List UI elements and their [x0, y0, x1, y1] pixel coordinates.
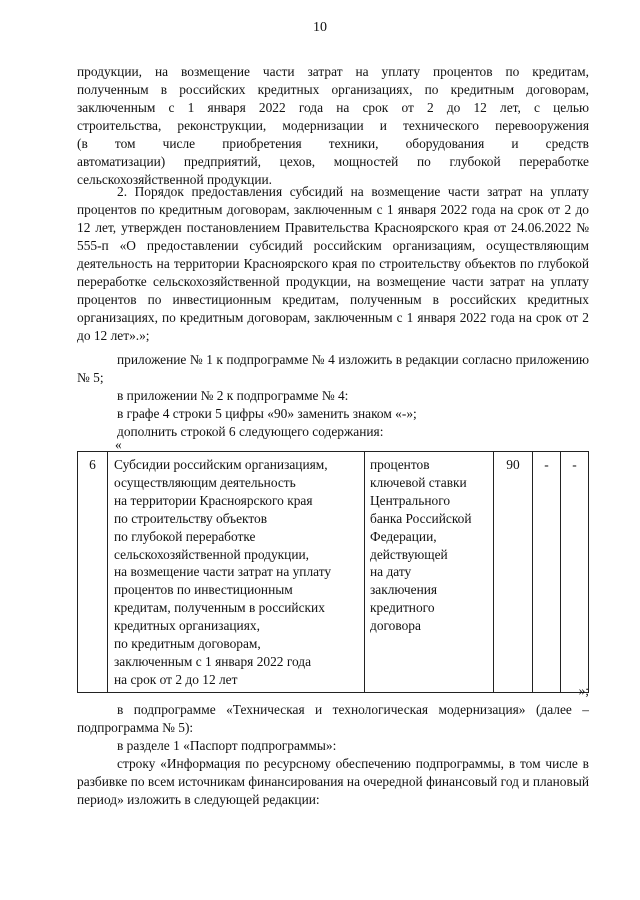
cell-line: процентов: [370, 457, 430, 472]
cell-line: договора: [370, 618, 421, 634]
cell-line: на возмещение части затрат на уплату: [114, 564, 332, 580]
paragraph-7: в подпрограмме «Техническая и технологическая модернизация» (далее – подпрограмма № 5):: [77, 702, 589, 735]
line-8: в разделе 1 «Паспорт подпрограммы»:: [117, 738, 337, 753]
paragraph-procedure: [77, 183, 589, 345]
cell-line: банка Российской: [370, 510, 472, 526]
paragraph-3: приложение № 1 к подпрограмме № 4 изложить в редакции согласно приложению № 5;: [77, 352, 589, 385]
dash-cell: -: [561, 452, 589, 693]
cell-line: процентов по инвестиционным: [114, 582, 293, 598]
measure-name-cell: [108, 452, 365, 693]
row-number: 6: [78, 452, 108, 693]
inserted-table: [77, 451, 589, 693]
dash-cell: -: [533, 452, 561, 693]
cell-line: на территории Красноярского края: [114, 492, 313, 508]
cell-line: Субсидии российским организациям,: [114, 457, 328, 472]
paragraph-continuation: [77, 63, 589, 189]
cell-line: по глубокой переработке: [114, 528, 256, 544]
cell-line: на срок от 2 до 12 лет: [114, 671, 238, 687]
cell-line: кредитного: [370, 600, 435, 616]
paragraph-subprogram-5: [77, 701, 589, 809]
text-line: заключенным с 1 января 2022 года на срок от 2 до 12 лет, с целью: [77, 100, 589, 115]
quote-open: «: [115, 437, 122, 452]
text-line: (в том числе приобретения техники, оборудования и средств: [77, 136, 589, 151]
text-line: строительства, реконструкции, модернизации и технического перевооружения: [77, 118, 589, 133]
line-6: дополнить строкой 6 следующего содержания:: [117, 424, 384, 439]
paragraph-appendix: [77, 351, 589, 441]
table-row: [78, 452, 589, 693]
text-line: автоматизации) предприятий, цехов, мощностей по глубокой переработке сельскохозяйственной продукции.: [77, 154, 589, 187]
cell-line: Федерации,: [370, 528, 437, 544]
cell-line: кредитам, полученным в российских: [114, 600, 325, 616]
cell-line: кредитных организациях,: [114, 618, 260, 634]
value-cell: 90: [494, 452, 533, 693]
cell-line: действующей: [370, 546, 448, 562]
cell-line: сельскохозяйственной продукции,: [114, 546, 310, 562]
paragraph-9: строку «Информация по ресурсному обеспечению подпрограммы, в том числе в разбивке по всем источникам финансирования на очередной финансовый год и плановый период» изложить в следующей редакции:: [77, 756, 589, 807]
paragraph-2: 2. Порядок предоставления субсидий на возмещение части затрат на уплату процентов по кредитным договорам, заключенным с 1 января 2022 года на срок от 2 до 12 лет, утвержден постановлением Правительства Красноярского края от 24.06.2022 № 555-п «О предоставлении субсидий российским организациям, осуществляющим деятельность на территории Красноярского края по строительству объектов по глубокой переработке сельскохозяйственной продукции, на возмещение части затрат на уплату процентов по инвестиционным кредитам, полученным в российских кредитных организациях, по кредитным договорам, заключенным с 1 января 2022 года на срок от 2 до 12 лет».»;: [77, 184, 589, 343]
line-4: в приложении № 2 к подпрограмме № 4:: [117, 388, 349, 403]
line-5: в графе 4 строки 5 цифры «90» заменить знаком «-»;: [117, 406, 417, 421]
rate-cell: [365, 452, 494, 693]
cell-line: заключенным с 1 января 2022 года: [114, 653, 312, 669]
quote-close: »;: [578, 683, 589, 698]
cell-line: Центрального: [370, 492, 451, 508]
text-line: полученным в российских кредитных организациях, по кредитным договорам,: [77, 82, 589, 97]
text-line: продукции, на возмещение части затрат на уплату процентов по кредитам,: [77, 64, 589, 79]
cell-line: по кредитным договорам,: [114, 636, 261, 652]
cell-line: ключевой ставки: [370, 474, 467, 490]
cell-line: осуществляющим деятельность: [114, 474, 296, 490]
cell-line: по строительству объектов: [114, 510, 268, 526]
page-number: 10: [313, 20, 327, 35]
cell-line: заключения: [370, 582, 438, 598]
cell-line: на дату: [370, 564, 412, 580]
